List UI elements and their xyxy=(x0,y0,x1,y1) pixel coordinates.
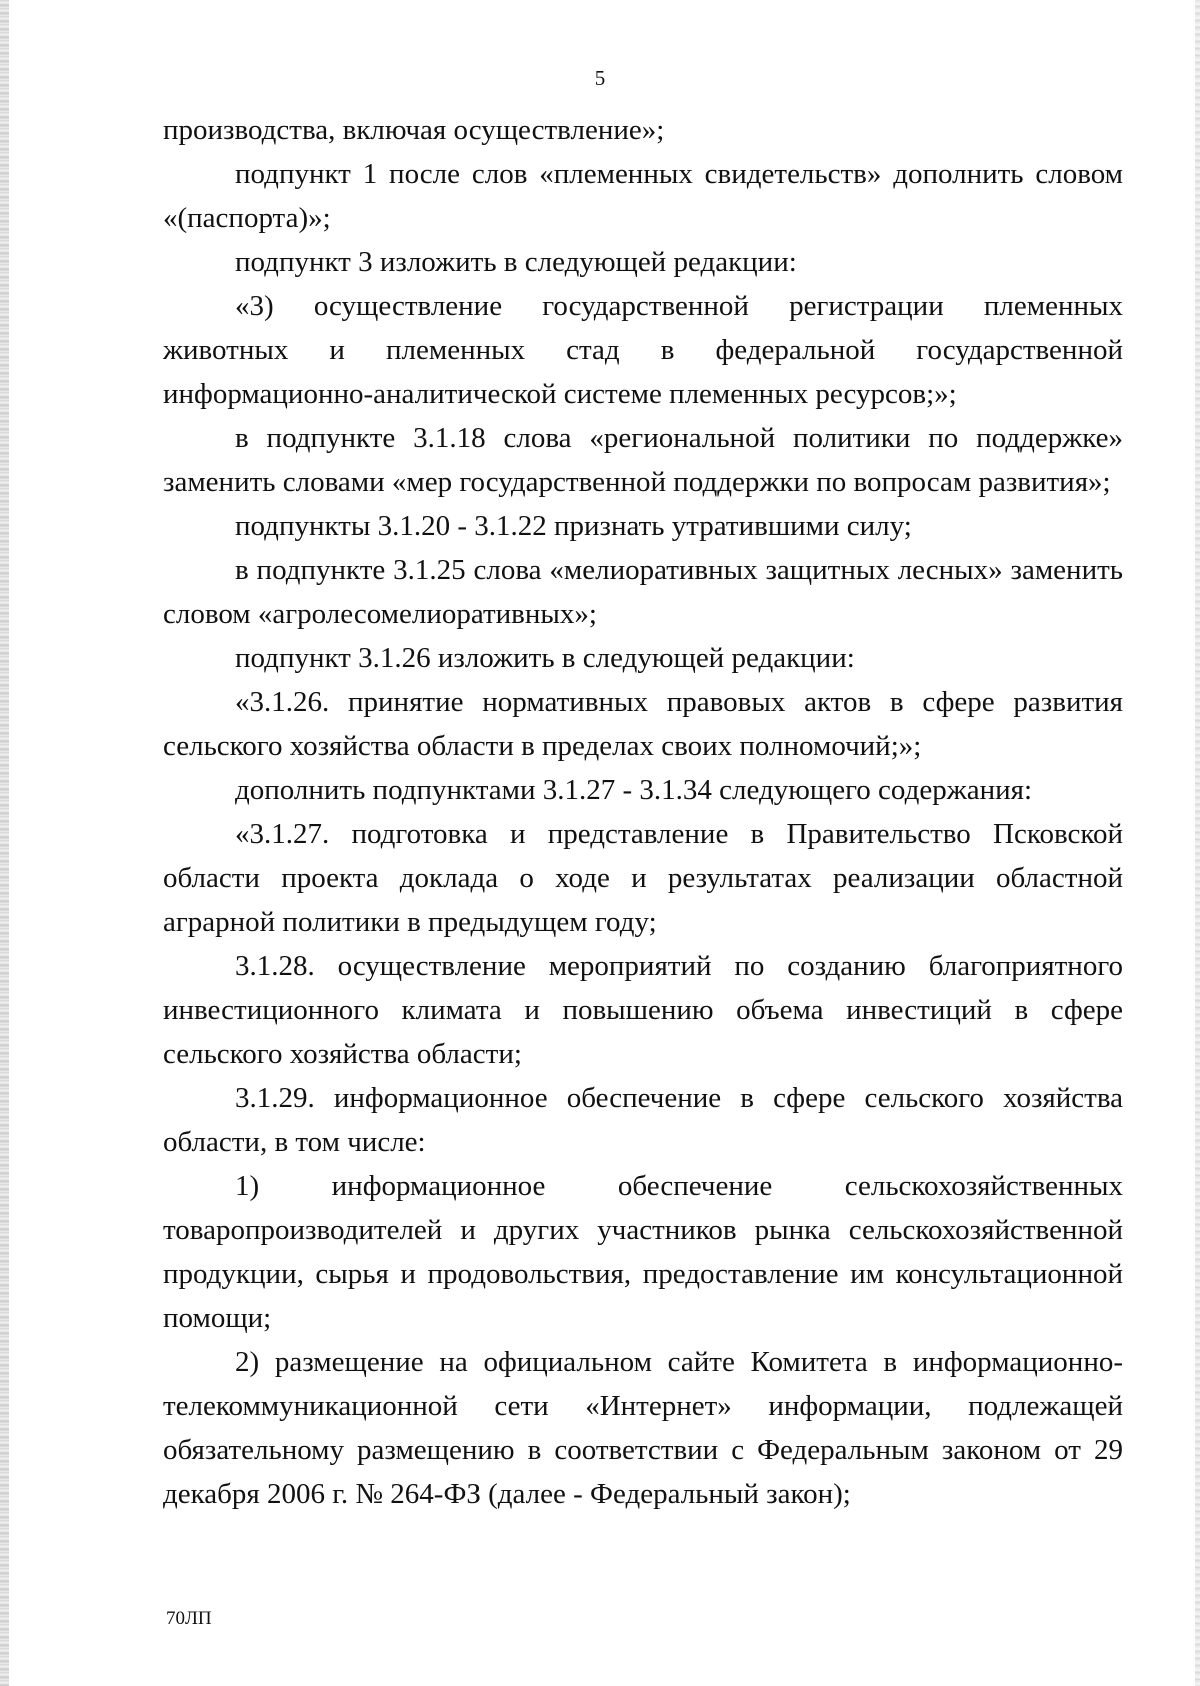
scan-edge-left xyxy=(0,0,9,1686)
page-number: 5 xyxy=(594,66,606,90)
paragraph: 1) информационное обеспечение сельскохозяйственных товаропроизводителей и других участников рынка сельскохозяйственной продукции, сырья и продовольствия, предоставление им консультационной помощи; xyxy=(163,1170,1123,1334)
scan-edge-right xyxy=(1195,0,1200,1686)
paragraph: «3.1.27. подготовка и представление в Правительство Псковской области проекта доклада о ходе и результатах реализации областной аграрной политики в предыдущем году; xyxy=(163,818,1123,938)
paragraph: подпункт 3 изложить в следующей редакции: xyxy=(235,246,797,278)
paragraph: подпункты 3.1.20 - 3.1.22 признать утратившими силу; xyxy=(235,510,912,542)
paragraph: 2) размещение на официальном сайте Комитета в информационно-телекоммуникационной сети «Интернет» информации, подлежащей обязательному размещению в соответствии с Федеральным законом от 29 декабря 2006 г. № 264-ФЗ (далее - Федеральный закон); xyxy=(163,1346,1123,1510)
document-body xyxy=(163,108,1123,1516)
paragraph: подпункт 3.1.26 изложить в следующей редакции: xyxy=(235,642,855,674)
paragraph: 3.1.28. осуществление мероприятий по созданию благоприятного инвестиционного климата и повышению объема инвестиций в сфере сельского хозяйства области; xyxy=(163,950,1123,1070)
paragraph: в подпункте 3.1.18 слова «региональной политики по поддержке» заменить словами «мер государственной поддержки по вопросам развития»; xyxy=(163,422,1123,498)
paragraph: дополнить подпунктами 3.1.27 - 3.1.34 следующего содержания: xyxy=(235,774,1033,806)
paragraph: 3.1.29. информационное обеспечение в сфере сельского хозяйства области, в том числе: xyxy=(163,1082,1123,1158)
document-code: 70ЛП xyxy=(166,1608,212,1629)
paragraph: «3.1.26. принятие нормативных правовых актов в сфере развития сельского хозяйства области в пределах своих полномочий;»; xyxy=(163,686,1123,762)
paragraph: «3) осуществление государственной регистрации племенных животных и племенных стад в федеральной государственной информационно-аналитической системе племенных ресурсов;»; xyxy=(163,290,1123,410)
paragraph-continuation: производства, включая осуществление»; xyxy=(163,114,665,146)
paragraph: в подпункте 3.1.25 слова «мелиоративных защитных лесных» заменить словом «агролесомелиоративных»; xyxy=(163,554,1123,630)
paragraph: подпункт 1 после слов «племенных свидетельств» дополнить словом «(паспорта)»; xyxy=(163,158,1123,234)
